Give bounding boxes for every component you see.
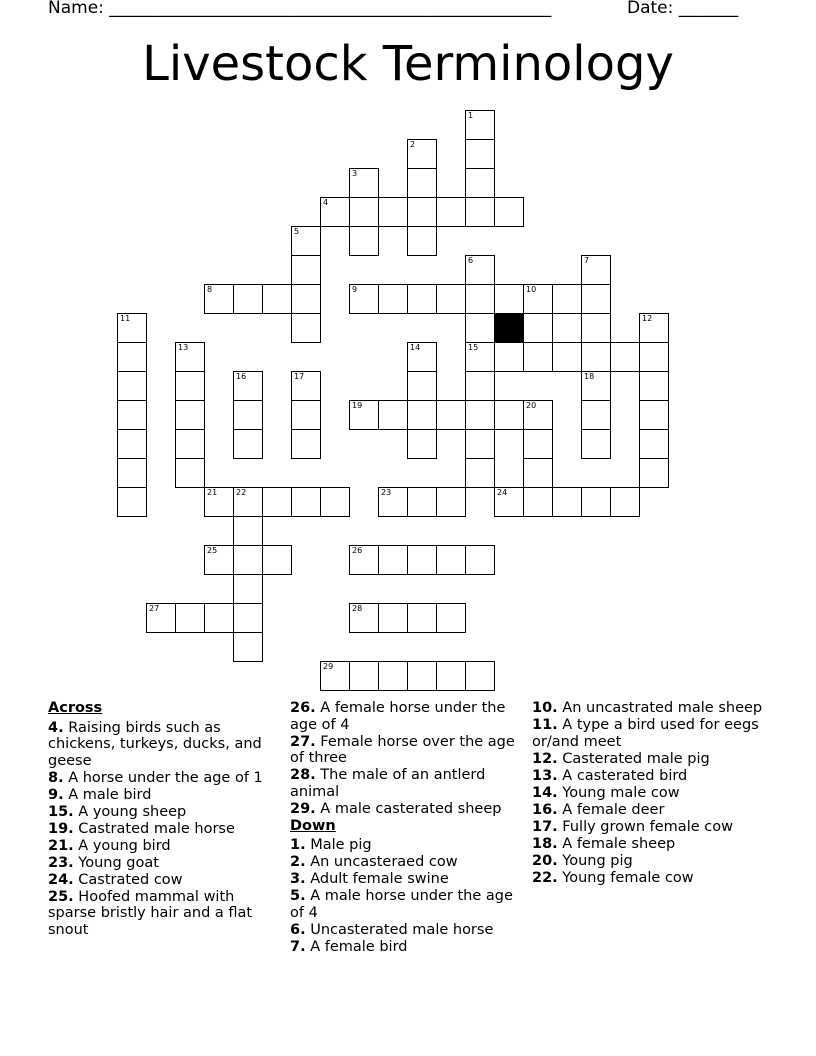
grid-cell[interactable] [262, 545, 292, 575]
cell-number: 3 [352, 169, 358, 178]
clue-text: A female sheep [557, 835, 676, 852]
clue-number: 15. [48, 803, 74, 820]
grid-cell[interactable] [175, 603, 205, 633]
grid-cell[interactable] [233, 284, 263, 314]
grid-cell[interactable] [175, 400, 205, 430]
down-clue-list [290, 837, 522, 955]
cell-number: 14 [410, 343, 421, 352]
clue-number: 5. [290, 888, 306, 904]
grid-cell[interactable] [175, 429, 205, 459]
clue-text: Young male cow [557, 784, 680, 801]
clue-number: 4. [48, 719, 64, 736]
cell-number: 29 [323, 662, 334, 671]
clue-item [532, 768, 772, 785]
grid-cell[interactable] [378, 197, 408, 227]
clue-number: 14. [532, 784, 558, 801]
grid-cell[interactable] [117, 400, 147, 430]
grid-cell[interactable] [233, 516, 263, 546]
grid-cell[interactable] [552, 284, 582, 314]
grid-cell[interactable] [465, 255, 495, 285]
grid-cell[interactable] [349, 284, 379, 314]
grid-cell[interactable] [639, 342, 669, 372]
clue-item [48, 787, 276, 804]
clue-text: The male of an antlerd animal [290, 767, 486, 800]
clue-item [290, 734, 522, 767]
grid-cell[interactable] [436, 197, 466, 227]
grid-cell[interactable] [436, 284, 466, 314]
clue-number: 8. [48, 769, 64, 786]
grid-cell[interactable] [349, 226, 379, 256]
clue-item [290, 922, 522, 939]
grid-cell[interactable] [494, 197, 524, 227]
grid-cell[interactable] [494, 400, 524, 430]
clue-number: 16. [532, 801, 558, 818]
grid-cell[interactable] [639, 371, 669, 401]
grid-cell[interactable] [117, 313, 147, 343]
clue-text: A male bird [63, 786, 152, 803]
grid-cell[interactable] [465, 168, 495, 198]
clue-number: 19. [48, 820, 74, 837]
grid-cell[interactable] [523, 400, 553, 430]
cell-number: 11 [120, 314, 131, 323]
grid-cell[interactable] [581, 371, 611, 401]
clue-text: A young sheep [73, 803, 187, 820]
grid-cell[interactable] [407, 603, 437, 633]
grid-cell[interactable] [291, 487, 321, 517]
clue-text: A male horse under the age of 4 [290, 888, 513, 921]
grid-cell[interactable] [581, 284, 611, 314]
grid-cell[interactable] [262, 284, 292, 314]
cell-number: 7 [584, 256, 590, 265]
grid-cell[interactable] [378, 661, 408, 691]
grid-cell[interactable] [233, 574, 263, 604]
grid-cell[interactable] [494, 487, 524, 517]
grid-cell[interactable] [291, 313, 321, 343]
grid-cell[interactable] [349, 603, 379, 633]
grid-cell[interactable] [465, 400, 495, 430]
grid-cell[interactable] [117, 371, 147, 401]
grid-cell[interactable] [581, 400, 611, 430]
cell-number: 19 [352, 401, 363, 410]
grid-cell[interactable] [262, 487, 292, 517]
grid-cell[interactable] [610, 487, 640, 517]
clue-text: Hoofed mammal with sparse bristly hair and a flat snout [48, 888, 253, 938]
grid-cell[interactable] [233, 603, 263, 633]
clue-item [290, 939, 522, 956]
grid-cell[interactable] [320, 197, 350, 227]
clue-text: Castrated cow [73, 871, 183, 888]
clue-item [532, 717, 772, 750]
grid-cell[interactable] [465, 429, 495, 459]
grid-cell[interactable] [291, 400, 321, 430]
cell-number: 23 [381, 488, 392, 497]
grid-cell[interactable] [291, 226, 321, 256]
grid-cell[interactable] [349, 545, 379, 575]
clue-text: An uncastrated male sheep [557, 700, 763, 716]
clue-item [290, 837, 522, 854]
grid-cell[interactable] [204, 545, 234, 575]
clue-item [48, 872, 276, 889]
grid-cell[interactable] [552, 487, 582, 517]
grid-cell[interactable] [378, 545, 408, 575]
cell-number: 20 [526, 401, 537, 410]
clues-column-2 [290, 700, 522, 956]
grid-cell[interactable] [233, 371, 263, 401]
down-clue-list-continued [532, 700, 772, 886]
grid-cell[interactable] [465, 197, 495, 227]
clue-item [48, 855, 276, 872]
grid-cell[interactable] [494, 284, 524, 314]
grid-cell[interactable] [378, 284, 408, 314]
grid-cell[interactable] [407, 284, 437, 314]
grid-cell[interactable] [407, 197, 437, 227]
grid-cell[interactable] [436, 487, 466, 517]
cell-number: 5 [294, 227, 300, 236]
grid-cell[interactable] [349, 168, 379, 198]
grid-cell[interactable] [436, 545, 466, 575]
clue-number: 2. [290, 854, 306, 870]
clue-text: Casterated male pig [557, 750, 710, 767]
grid-cell[interactable] [407, 139, 437, 169]
grid-cell[interactable] [291, 371, 321, 401]
cell-number: 8 [207, 285, 213, 294]
grid-cell[interactable] [523, 429, 553, 459]
grid-cell[interactable] [465, 313, 495, 343]
clue-item [48, 821, 276, 838]
clue-item [532, 819, 772, 836]
grid-cell[interactable] [175, 371, 205, 401]
grid-cell[interactable] [291, 255, 321, 285]
clue-number: 29. [290, 800, 316, 817]
grid-cell[interactable] [407, 487, 437, 517]
clue-text: A type a bird used for eegs or/and meet [532, 717, 759, 750]
clue-number: 11. [532, 717, 558, 733]
cell-number: 4 [323, 198, 329, 207]
clue-text: A horse under the age of 1 [63, 769, 263, 786]
black-square [494, 313, 524, 343]
clue-text: Female horse over the age of three [290, 733, 515, 766]
grid-cell[interactable] [175, 342, 205, 372]
across-heading: Across [48, 700, 103, 716]
clue-number: 3. [290, 871, 306, 887]
grid-cell[interactable] [639, 429, 669, 459]
grid-cell[interactable] [639, 313, 669, 343]
grid-cell[interactable] [523, 458, 553, 488]
cell-number: 21 [207, 488, 218, 497]
grid-cell[interactable] [407, 371, 437, 401]
grid-cell[interactable] [204, 603, 234, 633]
clue-text: A female bird [305, 938, 408, 955]
grid-cell[interactable] [117, 458, 147, 488]
clue-item [290, 767, 522, 800]
grid-cell[interactable] [117, 487, 147, 517]
clue-item [532, 870, 772, 887]
clue-number: 6. [290, 921, 306, 938]
grid-cell[interactable] [581, 429, 611, 459]
grid-cell[interactable] [233, 429, 263, 459]
grid-cell[interactable] [320, 661, 350, 691]
grid-cell[interactable] [581, 487, 611, 517]
clue-number: 28. [290, 767, 316, 783]
clue-item [290, 700, 522, 733]
clue-item [290, 871, 522, 888]
clue-text: Raising birds such as chickens, turkeys, ducks, and geese [48, 719, 262, 769]
clue-item [532, 853, 772, 870]
clue-item [532, 785, 772, 802]
cell-number: 10 [526, 285, 537, 294]
clue-number: 12. [532, 750, 558, 767]
cell-number: 22 [236, 488, 247, 497]
clue-number: 20. [532, 852, 558, 869]
clue-number: 9. [48, 786, 64, 803]
grid-cell[interactable] [465, 458, 495, 488]
cell-number: 13 [178, 343, 189, 352]
grid-cell[interactable] [523, 487, 553, 517]
grid-cell[interactable] [378, 603, 408, 633]
clue-text: Fully grown female cow [557, 818, 733, 835]
grid-cell[interactable] [436, 661, 466, 691]
clue-item [290, 888, 522, 921]
grid-cell[interactable] [378, 487, 408, 517]
across-clue-list-continued [290, 700, 522, 817]
clues-column-3 [532, 700, 772, 887]
cell-number: 9 [352, 285, 358, 294]
clue-number: 23. [48, 854, 74, 871]
clue-item [290, 854, 522, 871]
grid-cell[interactable] [407, 429, 437, 459]
down-heading: Down [290, 817, 336, 834]
grid-cell[interactable] [291, 284, 321, 314]
clue-item [48, 804, 276, 821]
clue-text: Uncasterated male horse [305, 921, 494, 938]
cell-number: 17 [294, 372, 305, 381]
cell-number: 15 [468, 343, 479, 352]
clue-item [532, 751, 772, 768]
clue-item [48, 720, 276, 770]
grid-cell[interactable] [639, 400, 669, 430]
grid-cell[interactable] [494, 342, 524, 372]
clue-number: 17. [532, 818, 558, 835]
grid-cell[interactable] [233, 400, 263, 430]
grid-cell[interactable] [204, 487, 234, 517]
clue-text: A casterated bird [557, 767, 688, 784]
grid-cell[interactable] [581, 255, 611, 285]
clue-text: Young female cow [557, 869, 694, 886]
grid-cell[interactable] [349, 661, 379, 691]
clue-item [48, 770, 276, 787]
cell-number: 16 [236, 372, 247, 381]
name-line: Name: ____________________________________________________ [48, 0, 552, 18]
cell-number: 26 [352, 546, 363, 555]
grid-cell[interactable] [117, 429, 147, 459]
clue-number: 10. [532, 700, 558, 716]
grid-cell[interactable] [204, 284, 234, 314]
clue-item [290, 801, 522, 818]
clue-text: A young bird [73, 837, 171, 854]
grid-cell[interactable] [465, 342, 495, 372]
clue-number: 18. [532, 835, 558, 852]
cell-number: 1 [468, 111, 474, 120]
grid-cell[interactable] [378, 400, 408, 430]
clue-text: Adult female swine [305, 871, 449, 887]
clue-number: 27. [290, 733, 316, 750]
grid-cell[interactable] [407, 168, 437, 198]
grid-cell[interactable] [407, 661, 437, 691]
cell-number: 27 [149, 604, 160, 613]
grid-cell[interactable] [465, 110, 495, 140]
clues-column-1 [48, 700, 276, 939]
clue-number: 21. [48, 837, 74, 854]
clue-text: An uncasteraed cow [305, 854, 458, 870]
grid-cell[interactable] [436, 400, 466, 430]
grid-cell[interactable] [552, 342, 582, 372]
clue-text: Young goat [73, 854, 159, 871]
grid-cell[interactable] [291, 429, 321, 459]
cell-number: 24 [497, 488, 508, 497]
grid-cell[interactable] [233, 545, 263, 575]
grid-cell[interactable] [233, 487, 263, 517]
clue-item [532, 802, 772, 819]
clue-text: Male pig [305, 837, 372, 853]
grid-cell[interactable] [320, 487, 350, 517]
grid-cell[interactable] [407, 545, 437, 575]
clue-number: 26. [290, 700, 316, 716]
grid-cell[interactable] [581, 313, 611, 343]
across-clue-list [48, 720, 276, 939]
clue-number: 24. [48, 871, 74, 888]
cell-number: 12 [642, 314, 653, 323]
clue-number: 22. [532, 869, 558, 886]
grid-cell[interactable] [465, 371, 495, 401]
clue-item [48, 838, 276, 855]
grid-cell[interactable] [146, 603, 176, 633]
cell-number: 18 [584, 372, 595, 381]
grid-cell[interactable] [407, 400, 437, 430]
clue-item [48, 889, 276, 939]
clue-text: A female horse under the age of 4 [290, 700, 506, 733]
clue-number: 13. [532, 767, 558, 784]
clue-item [532, 700, 772, 717]
clue-number: 7. [290, 938, 306, 955]
cell-number: 2 [410, 140, 416, 149]
clue-text: A male casterated sheep [315, 800, 502, 817]
date-line: Date: _______ [627, 0, 739, 18]
grid-cell[interactable] [610, 342, 640, 372]
grid-cell[interactable] [436, 603, 466, 633]
clue-text: Castrated male horse [73, 820, 235, 837]
page-title: Livestock Terminology [142, 36, 674, 92]
grid-cell[interactable] [465, 139, 495, 169]
grid-cell[interactable] [523, 313, 553, 343]
grid-cell[interactable] [407, 226, 437, 256]
grid-cell[interactable] [581, 342, 611, 372]
cell-number: 28 [352, 604, 363, 613]
grid-cell[interactable] [465, 545, 495, 575]
grid-cell[interactable] [523, 284, 553, 314]
grid-cell[interactable] [349, 400, 379, 430]
cell-number: 25 [207, 546, 218, 555]
grid-cell[interactable] [407, 342, 437, 372]
grid-cell[interactable] [523, 342, 553, 372]
grid-cell[interactable] [465, 661, 495, 691]
cell-number: 6 [468, 256, 474, 265]
grid-cell[interactable] [465, 284, 495, 314]
clue-number: 25. [48, 888, 74, 905]
grid-cell[interactable] [175, 458, 205, 488]
clue-text: A female deer [557, 801, 665, 818]
clue-text: Young pig [557, 852, 633, 869]
grid-cell[interactable] [233, 632, 263, 662]
grid-cell[interactable] [117, 342, 147, 372]
grid-cell[interactable] [349, 197, 379, 227]
grid-cell[interactable] [639, 458, 669, 488]
clue-item [532, 836, 772, 853]
clue-number: 1. [290, 837, 306, 853]
